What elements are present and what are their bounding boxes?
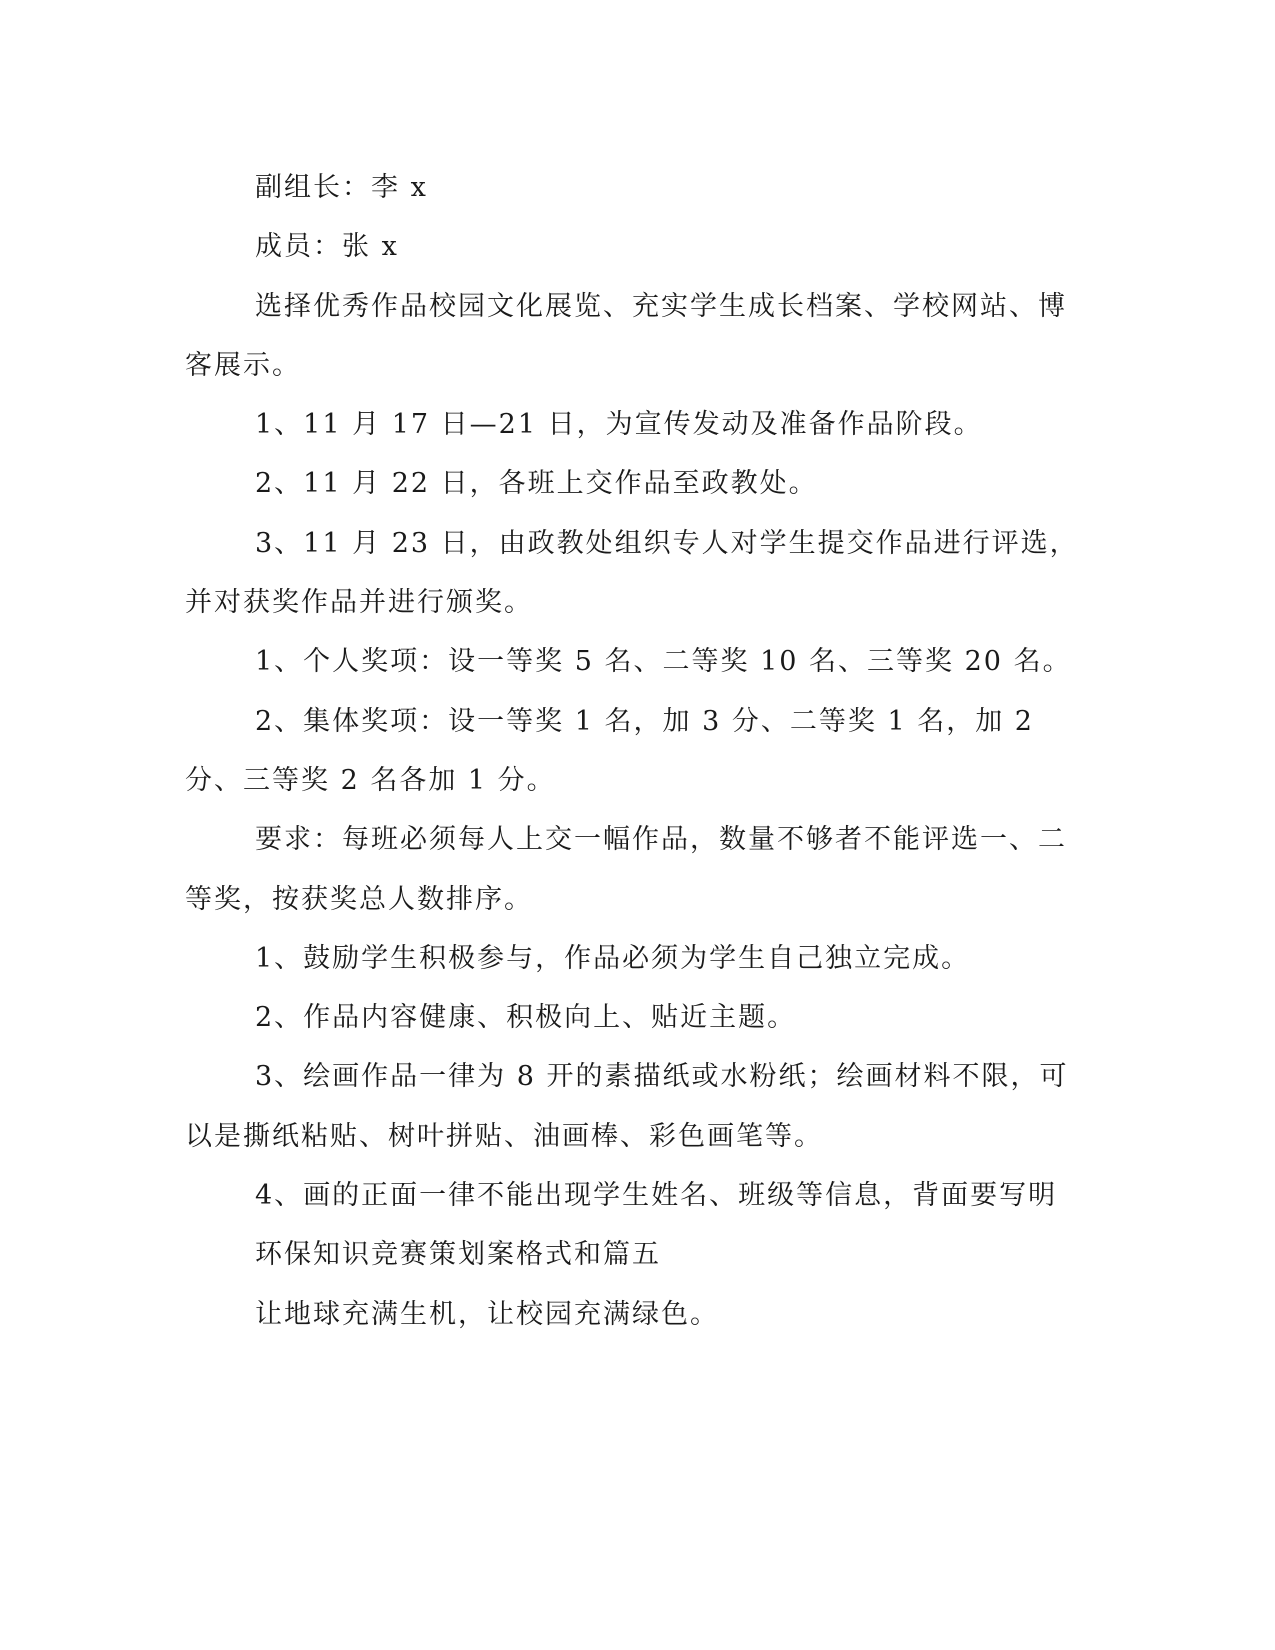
paragraph-schedule-3: 3、11 月 23 日，由政教处组织专人对学生提交作品进行评选，并对获奖作品并进行颁奖。 (185, 527, 1079, 619)
paragraph-section-title: 环保知识竞赛策划案格式和篇五 (255, 1239, 661, 1271)
paragraph-rule-2: 2、作品内容健康、积极向上、贴近主题。 (255, 1002, 797, 1034)
paragraph-schedule-2: 2、11 月 22 日，各班上交作品至政教处。 (255, 468, 818, 500)
paragraph-display: 选择优秀作品校园文化展览、充实学生成长档案、学校网站、博客展示。 (185, 290, 1067, 381)
paragraph-schedule-1: 1、11 月 17 日—21 日，为宣传发动及准备作品阶段。 (255, 409, 983, 441)
paragraph-rule-3: 3、绘画作品一律为 8 开的素描纸或水粉纸；绘画材料不限，可以是撕纸粘贴、树叶拼贴、油画棒、彩色画笔等。 (185, 1061, 1069, 1152)
paragraph-requirements: 要求：每班必须每人上交一幅作品，数量不够者不能评选一、二等奖，按获奖总人数排序。 (185, 824, 1067, 915)
document-body (185, 158, 1085, 1344)
paragraph-award-group: 2、集体奖项：设一等奖 1 名，加 3 分、二等奖 1 名，加 2 分、三等奖 2 名各加 1 分。 (185, 705, 1034, 796)
paragraph-rule-1: 1、鼓励学生积极参与，作品必须为学生自己独立完成。 (255, 942, 971, 974)
paragraph-rule-4: 4、画的正面一律不能出现学生姓名、班级等信息，背面要写明 (255, 1180, 1058, 1212)
paragraph-slogan: 让地球充满生机，让校园充满绿色。 (255, 1298, 719, 1330)
paragraph-award-individual: 1、个人奖项：设一等奖 5 名、二等奖 10 名、三等奖 20 名。 (255, 646, 1072, 678)
paragraph-deputy-leader: 副组长：李 x (255, 172, 428, 203)
paragraph-members: 成员：张 x (255, 231, 399, 263)
